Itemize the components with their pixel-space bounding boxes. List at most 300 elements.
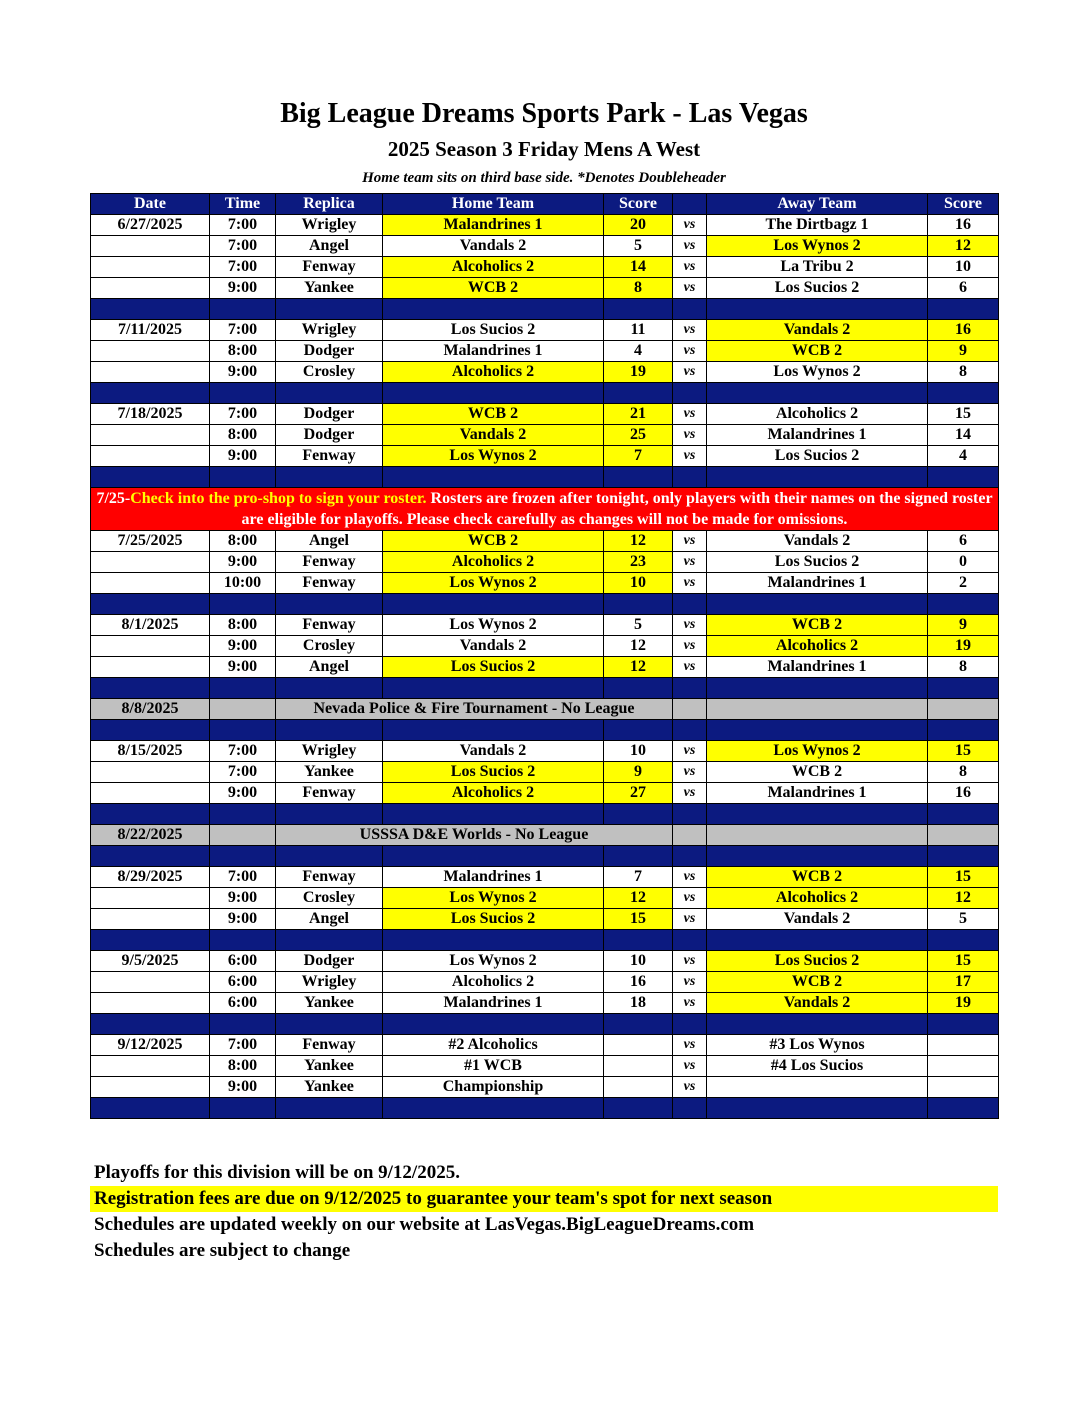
time-cell — [210, 825, 276, 846]
date-cell: 9/5/2025 — [91, 951, 210, 972]
spacer-cell — [928, 720, 999, 741]
replica-field-cell: Yankee — [276, 278, 383, 299]
replica-field-cell: Angel — [276, 909, 383, 930]
registration-note: Registration fees are due on 9/12/2025 to guarantee your team's spot for next season — [90, 1186, 998, 1212]
date-cell — [91, 362, 210, 383]
away-team-cell: Los Sucios 2 — [707, 552, 928, 573]
away-score-cell: 17 — [928, 972, 999, 993]
schedule-table — [90, 193, 999, 1119]
replica-field-cell: Fenway — [276, 615, 383, 636]
time-cell: 6:00 — [210, 993, 276, 1014]
spacer-cell — [276, 1098, 383, 1119]
vs-cell: vs — [673, 215, 707, 236]
spacer-cell — [210, 804, 276, 825]
time-cell: 7:00 — [210, 741, 276, 762]
away-team-cell: Malandrines 1 — [707, 425, 928, 446]
game-row — [91, 1077, 999, 1098]
spacer-cell — [276, 1014, 383, 1035]
game-row — [91, 636, 999, 657]
spacer-cell — [383, 930, 604, 951]
spacer-cell — [673, 1098, 707, 1119]
away-team-cell: Alcoholics 2 — [707, 636, 928, 657]
time-cell: 8:00 — [210, 1056, 276, 1077]
replica-field-cell: Fenway — [276, 867, 383, 888]
spacer-cell — [673, 467, 707, 488]
date-cell — [91, 1056, 210, 1077]
game-row — [91, 972, 999, 993]
spacer-cell — [91, 678, 210, 699]
home-team-cell: #2 Alcoholics — [383, 1035, 604, 1056]
no-league-row — [91, 699, 999, 720]
away-team-cell: Alcoholics 2 — [707, 404, 928, 425]
vs-cell: vs — [673, 320, 707, 341]
date-cell — [91, 552, 210, 573]
home-team-cell: Los Sucios 2 — [383, 909, 604, 930]
spacer-cell — [707, 1014, 928, 1035]
spacer-cell — [673, 1014, 707, 1035]
away-score-cell: 14 — [928, 425, 999, 446]
spacer-cell — [383, 594, 604, 615]
away-team-cell: Alcoholics 2 — [707, 888, 928, 909]
spacer-cell — [383, 383, 604, 404]
spacer-row — [91, 678, 999, 699]
spacer-cell — [707, 678, 928, 699]
spacer-cell — [91, 804, 210, 825]
home-score-cell: 7 — [604, 446, 673, 467]
spacer-cell — [276, 594, 383, 615]
spacer-cell — [673, 930, 707, 951]
spacer-cell — [928, 299, 999, 320]
game-row — [91, 1056, 999, 1077]
home-team-cell: Los Wynos 2 — [383, 573, 604, 594]
col-header-replica: Replica — [276, 194, 383, 215]
home-team-cell: Malandrines 1 — [383, 993, 604, 1014]
spacer-cell — [276, 383, 383, 404]
home-score-cell: 5 — [604, 236, 673, 257]
game-row — [91, 425, 999, 446]
spacer-cell — [928, 594, 999, 615]
away-team-cell: Los Wynos 2 — [707, 741, 928, 762]
spacer-row — [91, 804, 999, 825]
away-team-cell: Los Sucios 2 — [707, 951, 928, 972]
vs-cell: vs — [673, 909, 707, 930]
spacer-cell — [707, 846, 928, 867]
replica-field-cell: Angel — [276, 657, 383, 678]
away-score-cell: 9 — [928, 341, 999, 362]
spacer-cell — [673, 720, 707, 741]
home-score-cell: 18 — [604, 993, 673, 1014]
table-header-row — [91, 194, 999, 215]
spacer-cell — [673, 678, 707, 699]
time-cell: 6:00 — [210, 972, 276, 993]
vs-cell: vs — [673, 257, 707, 278]
spacer-cell — [91, 299, 210, 320]
spacer-row — [91, 467, 999, 488]
home-score-cell: 19 — [604, 362, 673, 383]
date-cell — [91, 446, 210, 467]
time-cell: 7:00 — [210, 1035, 276, 1056]
replica-field-cell: Dodger — [276, 425, 383, 446]
replica-field-cell: Fenway — [276, 257, 383, 278]
spacer-cell — [210, 678, 276, 699]
date-cell — [91, 657, 210, 678]
away-score-cell: 6 — [928, 278, 999, 299]
home-team-cell: Vandals 2 — [383, 636, 604, 657]
replica-field-cell: Crosley — [276, 636, 383, 657]
time-cell: 9:00 — [210, 362, 276, 383]
vs-cell: vs — [673, 1035, 707, 1056]
spacer-cell — [383, 299, 604, 320]
vs-cell: vs — [673, 867, 707, 888]
home-team-note: Home team sits on third base side. *Denotes Doubleheader — [362, 170, 726, 186]
date-cell: 7/18/2025 — [91, 404, 210, 425]
spacer-cell — [707, 1098, 928, 1119]
replica-field-cell: Crosley — [276, 362, 383, 383]
spacer-cell — [91, 1014, 210, 1035]
home-team-cell: Vandals 2 — [383, 741, 604, 762]
game-row — [91, 215, 999, 236]
home-score-cell: 12 — [604, 888, 673, 909]
away-score-cell: 8 — [928, 657, 999, 678]
away-score-cell: 19 — [928, 993, 999, 1014]
game-row — [91, 531, 999, 552]
home-score-cell: 21 — [604, 404, 673, 425]
away-team-cell: Malandrines 1 — [707, 783, 928, 804]
spacer-cell — [604, 804, 673, 825]
vs-cell: vs — [673, 972, 707, 993]
time-cell: 7:00 — [210, 236, 276, 257]
game-row — [91, 362, 999, 383]
date-cell — [91, 783, 210, 804]
spacer-cell — [928, 383, 999, 404]
time-cell: 9:00 — [210, 909, 276, 930]
date-cell — [91, 636, 210, 657]
game-row — [91, 257, 999, 278]
home-team-cell: WCB 2 — [383, 531, 604, 552]
away-team-cell: WCB 2 — [707, 341, 928, 362]
vs-cell: vs — [673, 657, 707, 678]
col-header-date: Date — [91, 194, 210, 215]
away-team-cell: Vandals 2 — [707, 320, 928, 341]
date-cell: 8/29/2025 — [91, 867, 210, 888]
away-score-cell: 16 — [928, 215, 999, 236]
away-score-cell — [928, 1035, 999, 1056]
spacer-cell — [210, 720, 276, 741]
spacer-cell — [383, 1014, 604, 1035]
spacer-cell — [91, 1098, 210, 1119]
spacer-cell — [210, 846, 276, 867]
away-score-cell — [928, 699, 999, 720]
time-cell: 10:00 — [210, 573, 276, 594]
spacer-cell — [210, 930, 276, 951]
home-team-cell: Vandals 2 — [383, 425, 604, 446]
home-team-cell: #1 WCB — [383, 1056, 604, 1077]
date-cell — [91, 257, 210, 278]
away-score-cell: 15 — [928, 741, 999, 762]
away-team-cell: Los Wynos 2 — [707, 362, 928, 383]
replica-field-cell: Yankee — [276, 993, 383, 1014]
away-team-cell — [707, 825, 928, 846]
spacer-row — [91, 930, 999, 951]
time-cell: 7:00 — [210, 320, 276, 341]
schedule-body — [91, 215, 999, 1119]
replica-field-cell: Wrigley — [276, 972, 383, 993]
home-score-cell: 27 — [604, 783, 673, 804]
game-row — [91, 615, 999, 636]
spacer-cell — [604, 930, 673, 951]
replica-field-cell: Dodger — [276, 341, 383, 362]
away-team-cell: #4 Los Sucios — [707, 1056, 928, 1077]
vs-cell: vs — [673, 531, 707, 552]
away-team-cell: WCB 2 — [707, 615, 928, 636]
home-score-cell: 25 — [604, 425, 673, 446]
game-row — [91, 657, 999, 678]
time-cell: 9:00 — [210, 888, 276, 909]
home-score-cell: 10 — [604, 741, 673, 762]
vs-cell: vs — [673, 552, 707, 573]
game-row — [91, 888, 999, 909]
spacer-cell — [276, 846, 383, 867]
replica-field-cell: Yankee — [276, 1056, 383, 1077]
away-score-cell — [928, 825, 999, 846]
time-cell: 9:00 — [210, 278, 276, 299]
col-header-away-team: Away Team — [707, 194, 928, 215]
spacer-cell — [928, 678, 999, 699]
spacer-cell — [276, 467, 383, 488]
vs-cell: vs — [673, 1077, 707, 1098]
away-score-cell: 4 — [928, 446, 999, 467]
spacer-cell — [604, 846, 673, 867]
spacer-row — [91, 846, 999, 867]
away-score-cell: 16 — [928, 320, 999, 341]
game-row — [91, 278, 999, 299]
away-team-cell: WCB 2 — [707, 762, 928, 783]
away-team-cell: #3 Los Wynos — [707, 1035, 928, 1056]
home-score-cell: 14 — [604, 257, 673, 278]
time-cell: 9:00 — [210, 636, 276, 657]
spacer-cell — [673, 594, 707, 615]
date-cell — [91, 341, 210, 362]
col-header-vs — [673, 194, 707, 215]
spacer-cell — [707, 467, 928, 488]
spacer-cell — [91, 383, 210, 404]
time-cell: 7:00 — [210, 257, 276, 278]
change-note: Schedules are subject to change — [94, 1240, 351, 1261]
away-team-cell: La Tribu 2 — [707, 257, 928, 278]
spacer-cell — [604, 1014, 673, 1035]
spacer-cell — [673, 299, 707, 320]
date-cell — [91, 236, 210, 257]
spacer-cell — [276, 720, 383, 741]
away-score-cell: 6 — [928, 531, 999, 552]
spacer-row — [91, 299, 999, 320]
date-cell: 8/1/2025 — [91, 615, 210, 636]
spacer-row — [91, 594, 999, 615]
vs-cell: vs — [673, 783, 707, 804]
home-team-cell: Malandrines 1 — [383, 341, 604, 362]
home-team-cell: Los Sucios 2 — [383, 657, 604, 678]
col-header-home-team: Home Team — [383, 194, 604, 215]
game-row — [91, 741, 999, 762]
away-score-cell: 15 — [928, 951, 999, 972]
spacer-cell — [91, 720, 210, 741]
home-score-cell — [604, 1056, 673, 1077]
footer-notes — [90, 1160, 998, 1264]
spacer-cell — [928, 1014, 999, 1035]
home-score-cell: 15 — [604, 909, 673, 930]
date-cell — [91, 1077, 210, 1098]
spacer-cell — [604, 467, 673, 488]
spacer-cell — [383, 846, 604, 867]
vs-cell: vs — [673, 425, 707, 446]
spacer-cell — [928, 846, 999, 867]
spacer-cell — [210, 1014, 276, 1035]
vs-cell: vs — [673, 762, 707, 783]
game-row — [91, 341, 999, 362]
date-cell — [91, 972, 210, 993]
away-score-cell: 8 — [928, 762, 999, 783]
away-score-cell: 9 — [928, 615, 999, 636]
replica-field-cell: Dodger — [276, 951, 383, 972]
away-score-cell: 12 — [928, 236, 999, 257]
spacer-cell — [383, 1098, 604, 1119]
date-cell: 8/22/2025 — [91, 825, 210, 846]
date-cell — [91, 278, 210, 299]
home-score-cell: 7 — [604, 867, 673, 888]
roster-notice-row — [91, 488, 999, 531]
home-score-cell: 20 — [604, 215, 673, 236]
spacer-cell — [210, 299, 276, 320]
replica-field-cell: Fenway — [276, 446, 383, 467]
spacer-cell — [91, 467, 210, 488]
no-league-text: USSSA D&E Worlds - No League — [276, 825, 673, 846]
game-row — [91, 236, 999, 257]
spacer-cell — [383, 678, 604, 699]
spacer-cell — [276, 678, 383, 699]
away-team-cell: Vandals 2 — [707, 531, 928, 552]
replica-field-cell: Crosley — [276, 888, 383, 909]
spacer-cell — [383, 467, 604, 488]
spacer-cell — [928, 804, 999, 825]
home-score-cell: 4 — [604, 341, 673, 362]
home-team-cell: Alcoholics 2 — [383, 257, 604, 278]
game-row — [91, 951, 999, 972]
away-team-cell: Los Wynos 2 — [707, 236, 928, 257]
spacer-cell — [673, 804, 707, 825]
date-cell — [91, 573, 210, 594]
spacer-cell — [673, 383, 707, 404]
spacer-cell — [604, 383, 673, 404]
roster-notice — [91, 488, 999, 531]
home-score-cell: 10 — [604, 951, 673, 972]
vs-cell: vs — [673, 362, 707, 383]
date-cell — [91, 909, 210, 930]
home-score-cell: 12 — [604, 657, 673, 678]
spacer-cell — [276, 299, 383, 320]
spacer-cell — [707, 720, 928, 741]
home-score-cell — [604, 1077, 673, 1098]
date-cell: 8/8/2025 — [91, 699, 210, 720]
away-team-cell — [707, 1077, 928, 1098]
home-score-cell: 12 — [604, 636, 673, 657]
game-row — [91, 762, 999, 783]
time-cell: 9:00 — [210, 446, 276, 467]
spacer-cell — [91, 594, 210, 615]
spacer-cell — [210, 1098, 276, 1119]
spacer-cell — [210, 594, 276, 615]
home-score-cell: 11 — [604, 320, 673, 341]
playoffs-note: Playoffs for this division will be on 9/12/2025. — [94, 1162, 460, 1183]
vs-cell: vs — [673, 615, 707, 636]
home-team-cell: Los Wynos 2 — [383, 615, 604, 636]
away-team-cell: Vandals 2 — [707, 993, 928, 1014]
spacer-cell — [210, 467, 276, 488]
time-cell: 7:00 — [210, 404, 276, 425]
vs-cell: vs — [673, 404, 707, 425]
home-team-cell: Los Wynos 2 — [383, 951, 604, 972]
website-note: Schedules are updated weekly on our website at LasVegas.BigLeagueDreams.com — [94, 1214, 755, 1235]
replica-field-cell: Angel — [276, 531, 383, 552]
page-subtitle: 2025 Season 3 Friday Mens A West — [387, 137, 701, 161]
home-team-cell: Alcoholics 2 — [383, 783, 604, 804]
home-team-cell: Alcoholics 2 — [383, 972, 604, 993]
spacer-cell — [604, 299, 673, 320]
vs-cell: vs — [673, 993, 707, 1014]
date-cell — [91, 425, 210, 446]
home-team-cell: Vandals 2 — [383, 236, 604, 257]
away-team-cell: WCB 2 — [707, 867, 928, 888]
away-score-cell: 15 — [928, 867, 999, 888]
spacer-cell — [928, 467, 999, 488]
home-team-cell: Los Wynos 2 — [383, 888, 604, 909]
spacer-cell — [276, 930, 383, 951]
spacer-row — [91, 1014, 999, 1035]
home-score-cell: 5 — [604, 615, 673, 636]
vs-cell: vs — [673, 278, 707, 299]
replica-field-cell: Dodger — [276, 404, 383, 425]
away-team-cell: The Dirtbagz 1 — [707, 215, 928, 236]
game-row — [91, 909, 999, 930]
away-score-cell: 5 — [928, 909, 999, 930]
game-row — [91, 320, 999, 341]
away-team-cell: Malandrines 1 — [707, 657, 928, 678]
replica-field-cell: Wrigley — [276, 741, 383, 762]
vs-cell: vs — [673, 236, 707, 257]
date-cell — [91, 993, 210, 1014]
replica-field-cell: Fenway — [276, 552, 383, 573]
time-cell: 6:00 — [210, 951, 276, 972]
vs-cell: vs — [673, 1056, 707, 1077]
vs-cell: vs — [673, 741, 707, 762]
time-cell: 8:00 — [210, 425, 276, 446]
away-score-cell: 8 — [928, 362, 999, 383]
vs-cell: vs — [673, 888, 707, 909]
date-cell: 7/11/2025 — [91, 320, 210, 341]
spacer-row — [91, 720, 999, 741]
game-row — [91, 573, 999, 594]
notice-date: 7/25- — [96, 490, 131, 507]
time-cell: 9:00 — [210, 552, 276, 573]
page-title: Big League Dreams Sports Park - Las Vegas — [280, 98, 808, 129]
game-row — [91, 867, 999, 888]
no-league-text: Nevada Police & Fire Tournament - No League — [276, 699, 673, 720]
spacer-row — [91, 1098, 999, 1119]
time-cell — [210, 699, 276, 720]
spacer-cell — [276, 804, 383, 825]
time-cell: 8:00 — [210, 615, 276, 636]
home-score-cell: 23 — [604, 552, 673, 573]
home-team-cell: Malandrines 1 — [383, 867, 604, 888]
